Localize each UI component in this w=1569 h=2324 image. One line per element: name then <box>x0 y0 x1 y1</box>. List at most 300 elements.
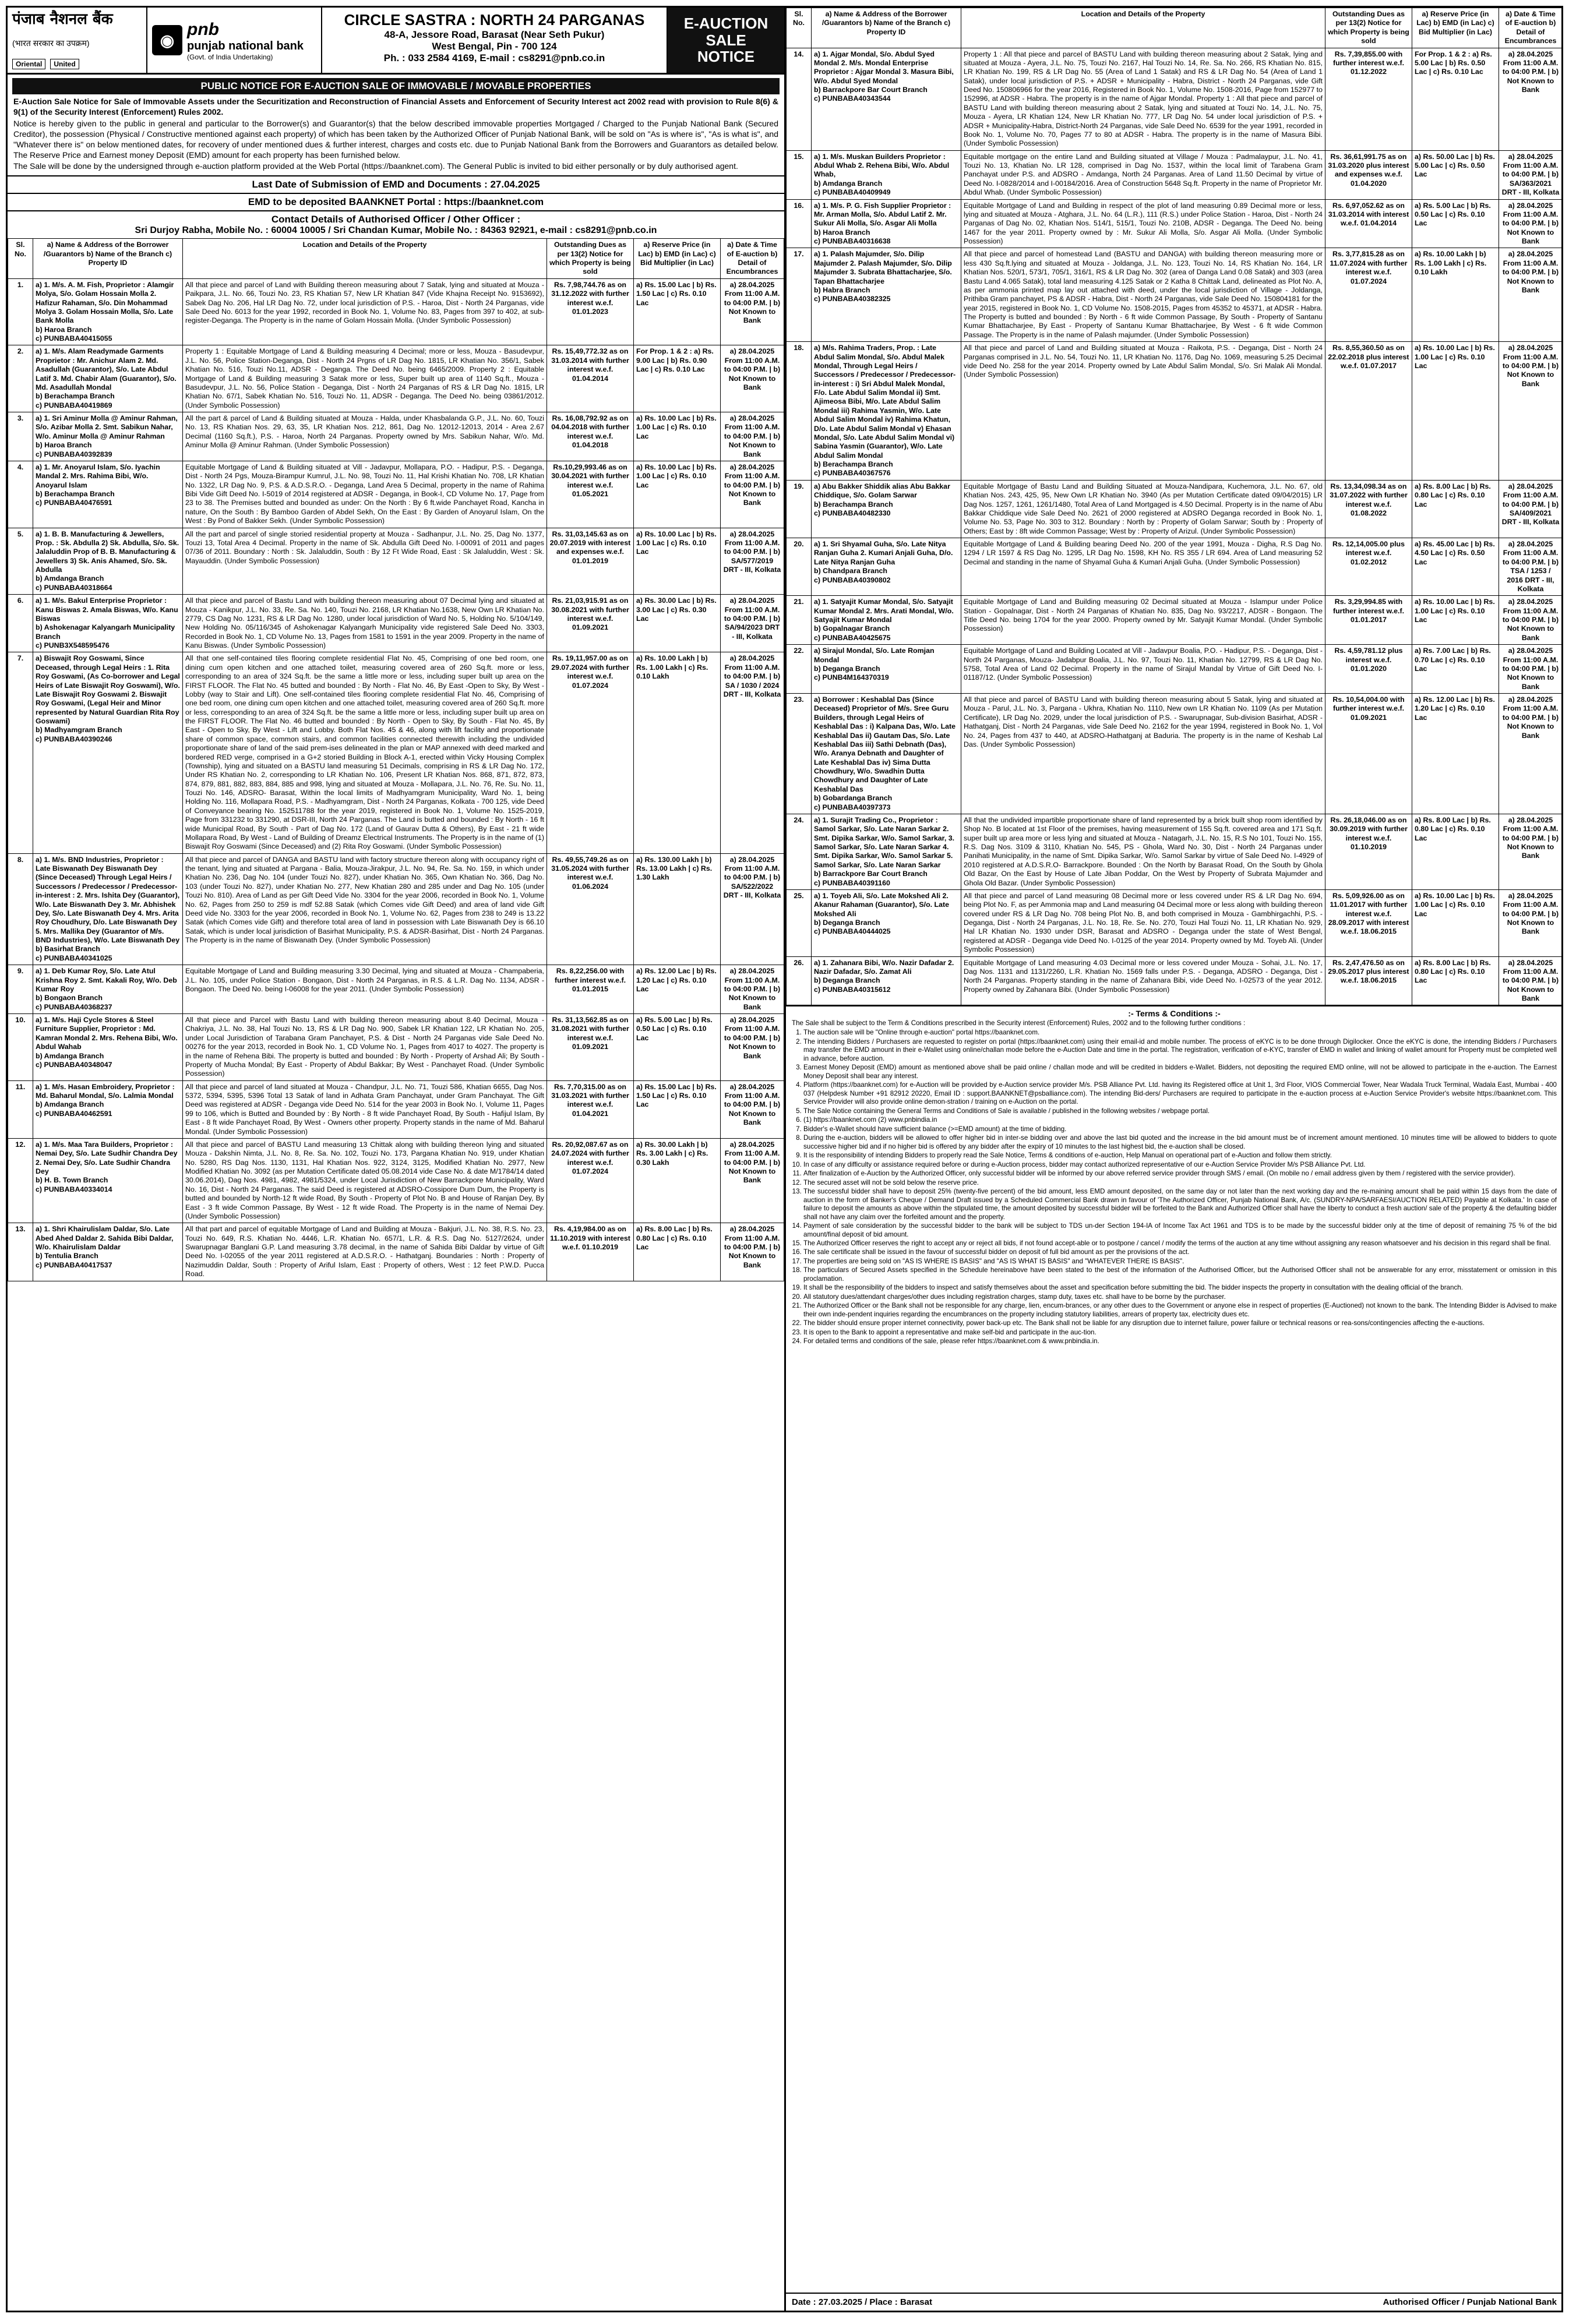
cell-dues <box>1325 956 1412 1005</box>
sl-no: 12. <box>15 1140 26 1149</box>
pnb-short: pnb <box>187 19 219 39</box>
intro-text <box>8 94 784 175</box>
term-item: 19. It shall be the responsibility of the bidders to inspect and satisfy themselves about the asset and specification before submitting the bid. The bidder inspects the property in consultation with the dealing official of the branch. <box>803 1284 1557 1292</box>
table-row <box>787 150 1563 199</box>
branch-name: b) Haroa Branch <box>814 228 870 236</box>
term-item: 24. For detailed terms and conditions of the sale, please refer https://baanknet.com & www.pnbindia.in. <box>803 1337 1557 1345</box>
borrower-name: a) 1. Deb Kumar Roy, S/o. Late Atul Krishna Roy 2. Smt. Kakali Roy, W/o. Deb Kumar Roy <box>36 967 177 993</box>
outstanding-dues: Rs. 6,97,052.62 as on 31.03.2014 with interest w.e.f. 01.04.2014 <box>1328 201 1409 228</box>
borrower-name: a) Abu Bakker Shiddik alias Abu Bakkar Chiddique, S/o. Golam Sarwar <box>814 482 950 500</box>
borrower-name: a) 1. Satyajit Kumar Mondal, S/o. Satyajit Kumar Mondal 2. Mrs. Arati Mondal, W/o. Satyajit Kumar Mondal <box>814 598 954 624</box>
property-details: All that piece and parcel of DANGA and BASTU land with factory structure thereon along with occupancy right of the tenant, lying and situated at Pargana - Balia, Mouza-Jirakpur, J.L. No. 94, Re. Sa. No. 159, in which under Khatian No. 236, Dag No. 104 (under Touzi No. 827), under Khatian No. 365, Own Khatian No. 366, Dag No. 103 (under Touzi No. 827), under Khatian No. 277, New Khatian 280 and 285 under and Dag No. 105 (under Touzi No. 810). Area of Land as per Gift Deed Vide No. 3304 for the year 2006, recorded in Book No. 1, Volume No. 62, Pages from 250 to 259 is mdf 52.88 Satak (which Comes vide Gift Deed) and area of land vide Gift Deed vide No. 3303 for the year 2006, recorded in Book No. 1, Volume No. 62, Pages from 238 to 249 is 13.22 Satak (which Comes vide Gift) and therefore total area of land in possession with Late Biswanath Dey is 66.10 Satak, which is under local jurisdiction of Basirhat Municipality, P.S. & ADSR-Basirhat, Dist - North 24 Parganas. The Property is in the name of Biswanath Dey. (Under Symbolic Possession) <box>185 855 544 945</box>
cell-location <box>183 1223 547 1281</box>
cell-location <box>183 1138 547 1223</box>
reserve-price: a) Rs. 10.00 Lac | b) Rs. 1.00 Lac | c) Rs. 0.10 Lac <box>636 414 717 440</box>
cell-price <box>1412 645 1499 694</box>
reserve-price: a) Rs. 8.00 Lac | b) Rs. 0.80 Lac | c) Rs. 0.10 Lac <box>1415 815 1491 842</box>
cell-borrower <box>812 538 961 596</box>
th-price: a) Reserve Price (in Lac) b) EMD (in Lac) c) Bid Multiplier (in Lac) <box>634 239 721 279</box>
auction-table-right <box>786 8 1563 1005</box>
cell-location <box>183 1014 547 1081</box>
cell-location <box>961 48 1325 150</box>
branch-name: b) Barrackpore Bar Court Branch <box>814 870 928 878</box>
cell-price <box>634 595 721 652</box>
terms-title: :- Terms & Conditions :- <box>1128 1009 1221 1019</box>
cell-location <box>183 528 547 595</box>
auction-date: a) 28.04.2025 From 11:00 A.M. to 04:00 P.M. | b) SA / 1030 / 2024 DRT - III, Kolkata <box>723 654 781 698</box>
cell-price <box>634 1080 721 1138</box>
reserve-price: a) Rs. 12.00 Lac | b) Rs. 1.20 Lac | c) Rs. 0.10 Lac <box>636 967 717 993</box>
property-details: Equitable Mortgage of Land and Building measuring 3.30 Decimal, lying and situated at Mouza - Champaberia, J.L. No. 105, under Police Station - Bongaon, Dist - North 24 Parganas, in R.S. & L.R. Dag No. 1134, ADSR - Bongaon. The Deed No. being I-06008 for the year 2011. (Under Symbolic Possession) <box>185 967 544 993</box>
table-row <box>787 480 1563 538</box>
cell-date <box>1499 150 1563 199</box>
cell-borrower <box>812 199 961 248</box>
cell-location <box>961 956 1325 1005</box>
table-row <box>787 814 1563 889</box>
property-details: All that piece and parcel of Land measuring 08 Decimal more or less covered under RS & LR Dag No. 694, being Plot No. F, as per Ammonia map and Land measuring 04 Decimal more or less along with building thereon covered under RS & LR Dag No. 708 being Plot No. B, and both comprised in Mouza - Gambhirgachhi, P.S. - Deganga, Dist - North 24 Parganas, J.L. No. 18, Re. Se. No. 270, Touzi Hal Touzi No. 11, LR Khatian No. 929, Hal LR Khatian No. 1930 under DSR, Barasat and ADSRO - Deganga under the state of West Bengal, registered at ADSR - Deganga vide Deed No. I-0125 of the year 2014. Property owned by Md. Toyeb Ali. (Under Symbolic Possession) <box>964 891 1323 954</box>
cell-location <box>961 342 1325 481</box>
cell-price <box>634 1223 721 1281</box>
borrower-name: a) 1. B. B. Manufacturing & Jewellers, Prop. : Sk. Abdulla 2) Sk. Abdulla, S/o. Sk. Jalaluddin Prop of B. B. Manufacturing & Jewellers 3) Sk. Anis Ahamed, S/o. Sk. Abdulla <box>36 529 179 574</box>
th-name: a) Name & Address of the Borrower /Guarantors b) Name of the Branch c) Property ID <box>812 8 961 48</box>
borrower-name: a) 1. Toyeb Ali, S/o. Late Mokshed Ali 2. Akanur Rahaman (Guarantor), S/o. Late Mokshed Ali <box>814 891 950 918</box>
borrower-name: a) 1. M/s. A. M. Fish, Proprietor : Alamgir Molya, S/o. Golam Hossain Molla 2. Hafizur Rahaman, S/o. Din Mohammad Molya 3. Golam Hossain Molla, S/o. Late Bank Molla <box>36 280 174 325</box>
sl-no: 20. <box>794 540 804 548</box>
property-id: c) PUNBABA40482330 <box>814 508 891 517</box>
eauction-badge <box>668 8 784 73</box>
sl-no: 13. <box>15 1225 26 1234</box>
cell-borrower <box>812 889 961 956</box>
property-id: c) PUNBABA40417537 <box>36 1260 112 1269</box>
reserve-price: a) Rs. 5.00 Lac | b) Rs. 0.50 Lac | c) Rs. 0.10 Lac <box>1415 201 1491 228</box>
cell-sl-no <box>8 652 33 853</box>
reserve-price: a) Rs. 8.00 Lac | b) Rs. 0.80 Lac | c) Rs. 0.10 Lac <box>636 1225 713 1252</box>
cell-dues <box>1325 645 1412 694</box>
pnb-sub: (Govt. of India Undertaking) <box>187 52 273 61</box>
cell-location <box>183 965 547 1014</box>
cell-borrower <box>812 596 961 645</box>
sl-no: 22. <box>794 647 804 655</box>
term-item: 15. The Authorized Officer reserves the right to accept any or reject all bids, if not found accept-able or to postpone / cancel / modify the terms of the auction at any time without assigning any reason whatsoever and his decision in this regard shall be final. <box>803 1239 1557 1248</box>
cell-date <box>721 652 784 853</box>
cell-location <box>183 652 547 853</box>
property-details: All that piece and parcel of BASTU Land measuring 13 Chittak along with building thereon lying and situated Mouza - Dakshin Nimta, J.L. No. 8, Re. Sa. No. 102, Touzi No. 173, Pargana Khatian No. 919, under Khatian No. 5280, RS Dag Nos. 1130, 1131, Hal Khatian Nos. 922, 3124, 3125, Modified Khatian No. 2977, New Modified Khatian No. 3092 (as per Mutation Certificate dated 05.08.2014 vide Case No. & date M/1784/14 dated 30.06.2014), Dag Nos. 4981, 4982, 4981/5324, under Local Jurisdiction of New Barrackpore Municipality, Ward No. 16, Dist - North 24 Parganas. The said Deed is registered at ADSRO-Cossipore Dum Dum, the Property is butted and bounded by North-12 ft wide Road, By South - Property of Plot No. B and House of Ranjan Dey, By East - 3 ft wide Common Passage, By West - 12 ft wide Road. The Property is in the name of Nemai Dey. (Under Symbolic Possession) <box>185 1140 544 1220</box>
outstanding-dues: Rs. 12,14,005.00 plus interest w.e.f. 01.02.2012 <box>1332 540 1405 566</box>
term-item: 10. In case of any difficulty or assistance required before or during e-Auction process, bidder may contact authorized representative of our e-Auction Service Provider M/s PSB Alliance Pvt. Ltd. <box>803 1161 1557 1169</box>
outstanding-dues: Rs. 10,54,004.00 with further interest w.e.f. 01.09.2021 <box>1332 695 1405 722</box>
auction-date: a) 28.04.2025 From 11:00 A.M. to 04:00 P.M. | b) TSA / 1253 / 2016 DRT - III, Kolkata <box>1502 540 1559 593</box>
auction-date: a) 28.04.2025 From 11:00 A.M. to 04:00 P.M. | b) SA/577/2019 DRT - III, Kolkata <box>723 529 781 574</box>
outstanding-dues: Rs. 19,11,957.00 as on 29.07.2024 with further interest w.e.f. 01.07.2024 <box>551 654 629 690</box>
property-id: c) PUNBABA40397373 <box>814 803 891 811</box>
cell-price <box>634 278 721 345</box>
sl-no: 15. <box>794 152 804 161</box>
auction-date: a) 28.04.2025 From 11:00 A.M. to 04:00 P.M. | b) Not Known to Bank <box>724 967 781 1011</box>
cell-date <box>1499 199 1563 248</box>
sl-no: 2. <box>17 347 24 356</box>
branch-name: b) H. B. Town Branch <box>36 1176 108 1185</box>
cell-sl-no <box>8 528 33 595</box>
intro-para-2: Notice is hereby given to the public in general and particular to the Borrower(s) and Guarantor(s) that the below described immovable properties Mortgaged / Charged to the Punjab National Bank (Secured Creditor), the possession (Physical / Constructive mentioned against each property) of which has been taken by the Authorized Officer of Punjab National Bank, will be sold on "As is where is", "As is what is", and "Whatever there is" on below mentioned dates, for recovery of under mentioned dues & further interest, charges and costs etc. due to Punjab National Bank from the Borrowers and Guarantors as detailed below. The Reserve Price and Earnest money Deposit (EMD) amount for each property has been furnished below. <box>13 118 778 160</box>
cell-price <box>1412 814 1499 889</box>
cell-sl-no <box>787 248 812 342</box>
outstanding-dues: Rs. 3,77,815.28 as on 11.07.2024 with further interest w.e.f. 01.07.2024 <box>1330 250 1408 285</box>
property-details: Equitable mortgage on the entire Land and Building situated at Village / Mouza : Padmalaypur, J.L. No. 41, Touzi No. 13, Khatian No. LR 128, comprised in Dag No. 1537, within the local limit of Tarabena Gram Panchayat under P.S. and ADSRO - Amdanga, North 24 Parganas. Area of Land 11.50 Decimal by virtue of Deed No. I-0828/2014 and I-00184/2016. Area of Construction 5648 Sq.ft. Property in the name of Proprietor Mr. Abdul Whab. (Under Symbolic Possession) <box>964 152 1323 197</box>
cell-location <box>961 248 1325 342</box>
th-loc: Location and Details of the Property <box>183 239 547 279</box>
reserve-price: a) Rs. 10.00 Lac | b) Rs. 1.00 Lac | c) Rs. 0.10 Lac <box>1415 891 1495 918</box>
reserve-price: a) Rs. 5.00 Lac | b) Rs. 0.50 Lac | c) Rs. 0.10 Lac <box>636 1016 713 1042</box>
borrower-name: a) 1. Zahanara Bibi, W/o. Nazir Dafadar 2. Nazir Dafadar, S/o. Zamat Ali <box>814 958 954 976</box>
outstanding-dues: Rs. 4,19,984.00 as on 11.10.2019 with interest w.e.f. 01.10.2019 <box>550 1225 630 1252</box>
auction-date: a) 28.04.2025 From 11:00 A.M. to 04:00 P.M. | b) SA/522/2022 DRT - III, Kolkata <box>723 855 781 900</box>
term-item: 21. The Authorized Officer or the Bank shall not be responsible for any charge, lien, encum-brances, or any other dues to the Government or anyone else in respect of properties (E-Auctioned) not known to the bank. The Intending Bidder is Advised to make their own inde-pendent inquiries regarding the encumbrances on the property including statutory liabilities, arrears of property tax, electricity dues etc. <box>803 1302 1557 1319</box>
borrower-name: a) 1. Mr. Anoyarul Islam, S/o. Iyachin Mandal 2. Mrs. Rahima Bibi, W/o. Anoyarul Islam <box>36 462 160 489</box>
sl-no: 23. <box>794 695 804 704</box>
cell-location <box>183 595 547 652</box>
borrower-name: a) 1. M/s. Muskan Builders Proprietor : Abdul Whab 2. Rehena Bibi, W/o. Abdul Whab, <box>814 152 950 179</box>
property-details: All that piece and parcel of Land with Building thereon measuring about 7 Satak, lying and situated at Mouza - Paikpara, J.L. No. 66, Touzi No. 23, RS Khatian 57, New LR Khatian 847 (Vide Khajna Receipt No. 9153692), Sabek Dag No. 206, Hal LR Dag No. 72, under local jurisdiction of P.S. - Haroa, Dist - North 24 Parganas, vide Sale Deed No. 6013 for the year 1992, recorded in Book No. 1, Volume No. 83, Pages from 397 to 402, at sub-register-Deganga. The Property is in the name of Golam Hossain Molla. (Under Symbolic Possession) <box>185 280 544 325</box>
auction-date: a) 28.04.2025 From 11:00 A.M. to 04:00 P.M. | b) Not Known to Bank <box>1502 815 1559 860</box>
branch-name: b) Haroa Branch <box>36 441 92 450</box>
borrower-name: a) 1. Sri Aminur Molla @ Aminur Rahman, S/o. Azibar Molla 2. Smt. Sabikun Nahar, W/o. Aminur Molla @ Aminur Rahman <box>36 414 178 440</box>
cell-price <box>1412 956 1499 1005</box>
term-item: 11. After finalization of e-Auction by the Authorized Officer, only successful bidder will be informed by our above referred service provider through SMS / email. (On mobile no / email address given by them / registered with the service provider). <box>803 1170 1557 1178</box>
property-details: Property 1 : All that piece and parcel of BASTU Land with building thereon measuring about 2 Satak, lying and situated at Mouza - Ayera, J.L. No. 75, Touzi No. 2167, Hal Touzi No. 14, Re. Sa. No. 266, RS Khatian No. 815, LR Khatian No. 199, RS & LR Dag No. 55 (Area of Land 1 Satak) and RS & LR Dag No. 54 (Area of Land 1 Satak), under local jurisdiction of P.S. + ADSR + Municipality - Habra, District - North 24 Parganas, vide Gift Deed No. 150806966 for the year 2016, Registered in Book No. 1, Volume No. 1508-2016, Page from 152977 to 152996, at ADSR - Habra. The property is in the name of Ajgar Mondal. Property 1 : All that piece and parcel of BASTU Land with building thereon measuring about 2 Satak, lying and situated at Touzi No. 14, J.L. No. 75, Mouza - Ayera, LR Khatian 124, New LR Khatian No. 777, LR Dag No. 54 under local jurisdiction of P.S. + ADSR + Municipality-Habra, District-North 24 Parganas, vide Sale Deed No. 6539 for the year 1991, recorded in Book No. 1, Volume No. 70, Pages 77 to 80 at ADSR - Habra. The property is in the name of Masura Bibi. (Under Symbolic Possession) <box>964 50 1323 148</box>
property-id: c) PUNBABA40367576 <box>814 469 891 478</box>
cell-price <box>634 528 721 595</box>
cell-price <box>634 345 721 412</box>
property-id: c) PUNBABA40318664 <box>36 583 112 592</box>
cell-location <box>183 1080 547 1138</box>
cell-location <box>961 645 1325 694</box>
table-row <box>787 48 1563 150</box>
cell-date <box>1499 694 1563 814</box>
borrower-name: a) Borrower : Keshablal Das (Since Deceased) Proprietor of M/s. Sree Guru Builders, through Legal Heirs of Keshablal Das : i) Kalpana Das, W/o. Late Keshablal Das ii) Gautam Das, S/o. Late Keshablal Das iii) Sathi Debnath (Das), W/o. Aranya Debnath and Daughter of Late Keshablal Das iv) Sima Dutta Chowdhury, W/o. Swadhin Dutta Chowdhury and Daughter of Late Keshablal Das <box>814 695 956 793</box>
circle-phone: Ph. : 033 2584 4169, E-mail : cs8291@pnb.co.in <box>383 52 605 63</box>
sl-no: 7. <box>17 654 24 663</box>
borrower-name: a) M/s. Rahima Traders, Prop. : Late Abdul Salim Mondal, S/o. Abdul Malek Mondal, Through Legal Heirs / Successors / Predecessor / Predecessor-in-interest : i) Sri Abdul Malek Mondal, F/o. Late Abdul Salim Mondal ii) Smt. Ajimeosa Bibi, M/o. Late Abdul Salim Mondal iii) Rahima Yasmin, W/o. Late Abdul Salim Mondal iv) Rahima Khatun, D/o. Late Abdul Salim Mondal v) Ehasan Mondal, S/o. Late Abdul Salim Mondal vi) Sabina Yasmin (Guarantor), W/o. Late Abdul Salim Mondal <box>814 344 956 460</box>
table-row <box>8 278 784 345</box>
contact-details <box>8 210 784 238</box>
cell-dues <box>1325 480 1412 538</box>
cell-borrower <box>812 956 961 1005</box>
cell-dues <box>1325 694 1412 814</box>
contact-line: Sri Durjoy Rabha, Mobile No. : 60004 10005 / Sri Chandan Kumar, Mobile No. : 84363 92921, e-mail : cs8291@pnb.co.in <box>135 225 657 236</box>
cell-price <box>634 1014 721 1081</box>
property-details: All that piece and parcel of BASTU Land with building thereon measuring about 5 Satak, lying and situated at Mouza - Parul, J.L. No. 3, Pargana - Ukhra, Khatian No. 1110, New own LR Khatian No. 1109 (As per Mutation Certificate), LR Dag No. 2029, under the local jurisdiction of P.S. - Swarupnagar, Sub-division Basirhat, ADSR - Hathatganj, Dist - North 24 Parganas, vide Sale Deed No. 2162 for the year 1994, registered in Book No. 1, Vol No. 24, Pages from 437 to 440, at ADSRO-Hathatganj at Baduria. The property is in the name of Keshab Lal Das. (Under Symbolic Possession) <box>964 695 1323 748</box>
cell-date <box>1499 480 1563 538</box>
borrower-name: a) 1. M/s. Hasan Embroidery, Proprietor : Md. Baharul Mondal, S/o. Lalmia Mondal <box>36 1082 175 1100</box>
term-item: 2. The intending Bidders / Purchasers are requested to register on portal (https://baanknet.com) using their email-id and mobile number. The process of eKYC is to be done through Digilocker. Once the eKYC is done, the intending Bidders / Purchasers may transfer the EMD amount in their e-Wallet using online/challan mode before the e-Auction Date and time in the portal. The registration, verification of e-KYC, transfer of EMD in wallet and linking of wallet amount for Property must be completed well in advance, before auction. <box>803 1038 1557 1063</box>
cell-sl-no <box>787 48 812 150</box>
auction-date: a) 28.04.2025 From 11:00 A.M. to 04:00 P.M. | b) Not Known to Bank <box>1502 891 1559 936</box>
united-badge: United <box>50 59 79 69</box>
cell-sl-no <box>8 1080 33 1138</box>
term-item: 16. The sale certificate shall be issued in the favour of successful bidder on deposit of full bid amount as per the provisions of the act. <box>803 1248 1557 1256</box>
th-no: Sl. No. <box>787 8 812 48</box>
outstanding-dues: Rs. 7,98,744.76 as on 31.12.2022 with further interest w.e.f. 01.01.2023 <box>551 280 629 316</box>
cell-borrower <box>812 645 961 694</box>
term-item: 7. Bidder's e-Wallet should have sufficient balance (>=EMD amount) at the time of bidding. <box>803 1125 1557 1133</box>
table-row <box>787 342 1563 481</box>
cell-date <box>721 595 784 652</box>
sl-no: 26. <box>794 958 804 967</box>
branch-name: b) Habra Branch <box>814 285 870 294</box>
cell-sl-no <box>8 278 33 345</box>
cell-borrower <box>33 965 183 1014</box>
auction-date: a) 28.04.2025 From 11:00 A.M. to 04:00 P.M. | b) Not Known to Bank <box>724 1082 781 1127</box>
term-item: 3. Earnest Money Deposit (EMD) amount as mentioned above shall be paid online / challan mode and will be credited in bidders e-Wallet. Bidders, not depositing the required EMD online, will not be allowed to participate in the e-auction. The Earnest Money Deposit shall bear any interest. <box>803 1064 1557 1080</box>
table-row <box>8 1223 784 1281</box>
branch-name: b) Deganga Branch <box>814 976 880 985</box>
terms-section <box>786 1005 1563 1348</box>
term-item: 4. Platform (https://baanknet.com) for e-Auction will be provided by e-Auction service provider M/s. PSB Alliance Pvt. Ltd. having its Registered office at Unit 1, 3rd Floor, VIOS Commercial Tower, Near Wadala Truck Terminal, Wadala East, Mumbai - 400 037 (Helpdesk Number +91 82912 20220, Email ID : support.BAANKNET@psballiance.com). The intending Bid-ders/ Purchasers are required to participate in the e-auction process at e-Auction Service Provider's website https://baanknet.com. This Service Provider will also provide online demon-stration / training on e-Auction on the portal. <box>803 1081 1557 1106</box>
sl-no: 8. <box>17 855 24 864</box>
cell-borrower <box>33 345 183 412</box>
reserve-price: a) Rs. 10.00 Lakh | b) Rs. 1.00 Lakh | c) Rs. 0.10 Lakh <box>636 654 708 681</box>
cell-borrower <box>33 652 183 853</box>
auction-date: a) 28.04.2025 From 11:00 A.M. to 04:00 P.M. | b) Not Known to Bank <box>1502 647 1559 691</box>
property-id: c) PUNBABA40390246 <box>36 734 112 743</box>
outstanding-dues: Rs. 13,34,098.34 as on 31.07.2022 with further interest w.e.f. 01.08.2022 <box>1330 482 1408 517</box>
cell-location <box>961 596 1325 645</box>
auction-date: a) 28.04.2025 From 11:00 A.M. to 04:00 P.M. | b) Not Known to Bank <box>1502 958 1559 1002</box>
cell-dues <box>547 461 634 528</box>
table-row <box>8 1080 784 1138</box>
cell-borrower <box>33 528 183 595</box>
borrower-name: a) 1. Shri Khairulislam Daldar, S/o. Late Abed Ahed Daldar 2. Sahida Bibi Daldar, W/o. Khairulislam Daldar <box>36 1225 174 1252</box>
cell-borrower <box>812 48 961 150</box>
cell-sl-no <box>787 956 812 1005</box>
cell-dues <box>1325 596 1412 645</box>
branch-name: b) Berachampa Branch <box>814 460 893 468</box>
eauction-l2: SALE <box>706 31 746 49</box>
notice-page <box>6 6 1563 2312</box>
cell-location <box>183 461 547 528</box>
cell-dues <box>1325 538 1412 596</box>
cell-borrower <box>33 1080 183 1138</box>
borrower-name: a) 1. M/s. BND Industries, Proprietor : Late Biswanath Dey Biswanath Dey (Since Deceased) Through Legal Heirs / Successors / Predecessor / Predecessor-in-interest : 2. Mrs. Ishita Dey (Guarantor), W/o. Late Biswanath Dey 3. Mr. Abhishek Dey, S/o. Late Biswanath Dey 4. Mrs. Arita Roy Choudhury, D/o. Late Biswanath Dey 5. Mrs. Mallika Dey (Guarantor of M/s. BND Industries), W/o. Late Biswanath Dey <box>36 855 180 945</box>
cell-dues <box>547 652 634 853</box>
property-id: c) PUNBABA40476591 <box>36 499 112 507</box>
auction-date: a) 28.04.2025 From 11:00 A.M. to 04:00 P.M. | b) Not Known to Bank <box>1502 250 1559 294</box>
reserve-price: a) Rs. 10.00 Lac | b) Rs. 1.00 Lac | c) Rs. 0.10 Lac <box>1415 344 1495 370</box>
table-row <box>787 694 1563 814</box>
cell-sl-no <box>8 412 33 461</box>
cell-dues <box>547 1138 634 1223</box>
cell-sl-no <box>787 480 812 538</box>
outstanding-dues: Rs. 7,70,315.00 as on 31.03.2021 with further interest w.e.f. 01.04.2021 <box>551 1082 629 1118</box>
cell-dues <box>547 595 634 652</box>
auction-date: a) 28.04.2025 From 11:00 A.M. to 04:00 P.M. | b) Not Known to Bank <box>724 1140 781 1185</box>
reserve-price: For Prop. 1 & 2 : a) Rs. 9.00 Lac | b) Rs. 0.90 Lac | c) Rs. 0.10 Lac <box>636 347 714 374</box>
term-item: 8. During the e-auction, bidders will be allowed to offer higher bid in inter-se bidding over and above the last bid quoted and the increase in the bid amount must be of increment amount mentioned. 10 minutes time will be allowed to bidders to quote successive higher bid and if no higher bid is offered by any bidder after the expiry of 10 minutes to the last highest bid, the e-auction shall be closed. <box>803 1134 1557 1151</box>
property-details: All that piece and parcel of Land and Building situated at Mouza - Raikota, P.S. - Deganga, Dist - North 24 Parganas comprised in J.L. No. 54, Touzi No. 11, LR Khatian No. 1176, Dag No. 1069, measuring 5.25 Decimal vide Deed No. 258 for the year 2014. Property owned by Late Abdul Salim Mondal, S/o. Sri Malak Ali Mondal. (Under Symbolic Possession) <box>964 344 1323 379</box>
outstanding-dues: Rs. 5,09,926.00 as on 11.01.2017 with further interest w.e.f. 28.09.2017 with interest w.e.f. 18.06.2015 <box>1328 891 1409 936</box>
cell-dues <box>547 278 634 345</box>
borrower-name: a) 1. M/s. Alam Readymade Garments Proprietor : Mr. Anichur Alam 2. Md. Asadullah (Guarantor), S/o. Late Abdul Latif 3. Md. Chabir Alam (Guarantor), S/o. Md. Asadullah Mondal <box>36 347 177 391</box>
outstanding-dues: Rs. 15,49,772.32 as on 31.03.2014 with further interest w.e.f. 01.04.2014 <box>551 347 629 383</box>
property-id: c) PUNBABA40419869 <box>36 401 112 409</box>
notice-header <box>8 8 784 75</box>
property-details: Equitable Mortgage of Bastu Land and Building Situated at Mouza-Nandipara, Kuchemora, J.L. No. 67, old Khatian Nos. 243, 425, 95, New Own LR Khatian No. 3940 (As per Mutation Certificate dated 09/04/2015) LR Dag Nos. 1257, 1261, 1261/1480, Total Area of Land Mortgaged is 4.50 Decimal. Property is in the name of Abu Bakkar Chiddique vide Sale Deed No. 2621 of 2000 registered at ADSRO Deganga recorded in Book No. 1, Volume No. 53, Page No. 303 to 312. Boundary : North by : Property of Golam Sarwar; South by : Property of Others; East by : 8ft wide Common Passage; West by : Property of Arizul. (Under Symbolic Possession) <box>964 482 1323 535</box>
sl-no: 14. <box>794 50 804 58</box>
th-dues: Outstanding Dues as per 13(2) Notice for which Property is being sold <box>547 239 634 279</box>
cell-date <box>721 461 784 528</box>
cell-sl-no <box>787 645 812 694</box>
bank-hindi-sub: (भारत सरकार का उपक्रम) <box>12 38 90 48</box>
branch-name: b) Deganga Branch <box>814 919 880 927</box>
cell-price <box>1412 889 1499 956</box>
branch-name: b) Chandpara Branch <box>814 567 887 575</box>
cell-date <box>1499 538 1563 596</box>
auction-date: a) 28.04.2025 From 11:00 A.M. to 04:00 P.M. | b) SA/94/2023 DRT - III, Kolkata <box>724 596 781 641</box>
branch-name: b) Berachampa Branch <box>36 490 115 499</box>
term-item: 23. It is open to the Bank to appoint a representative and make self-bid and participate in the auc-tion. <box>803 1329 1557 1337</box>
property-details: Equitable Mortgage of Land & Building bearing Deed No. 200 of the year 1991, Mouza - Digha, R.S Dag No. 1294 / LR 1597 & RS Dag No. 1295, LR Dag No. 1598, KH No. RS 355 / LR 694. Area of Land measuring 52 Decimal and standing in the name of Shyamal Guha & Kumari Anjali Guha. (Under Symbolic Possession) <box>964 540 1323 566</box>
property-id: c) PUNBABA40415055 <box>36 334 112 343</box>
sl-no: 10. <box>15 1016 26 1025</box>
cell-date <box>1499 645 1563 694</box>
sl-no: 9. <box>17 967 24 976</box>
cell-borrower <box>33 412 183 461</box>
cell-price <box>1412 248 1499 342</box>
cell-sl-no <box>8 853 33 965</box>
cell-dues <box>547 853 634 965</box>
branch-name: b) Amdanga Branch <box>36 1051 104 1060</box>
cell-dues <box>1325 150 1412 199</box>
cell-sl-no <box>787 199 812 248</box>
auction-date: a) 28.04.2025 From 11:00 A.M. to 04:00 P.M. | b) Not Known to Bank <box>724 1225 781 1269</box>
intro-para-1: E-Auction Sale Notice for Sale of Immovable Assets under the Securitization and Reconstruction of Financial Assets and Enforcement of Security Interest act 2002 read with provision to Rule 8(6) & 9(1) of the Security Interest (Enforcement) Rules 2002. <box>13 97 778 116</box>
cell-sl-no <box>787 342 812 481</box>
cell-borrower <box>33 1138 183 1223</box>
reserve-price: a) Rs. 10.00 Lac | b) Rs. 1.00 Lac | c) Rs. 0.10 Lac <box>636 462 717 489</box>
cell-dues <box>547 1223 634 1281</box>
borrower-name: a) Sirajul Mondal, S/o. Late Romjan Mondal <box>814 647 935 664</box>
cell-date <box>1499 248 1563 342</box>
property-details: All that part and parcel of equitable Mortgage of Land and Building at Mouza - Bakjuri, J.L. No. 38, R.S. No. 23, Touzi No. 649, R.S. Khatian No. 4446, L.R. Khatian No. 657/1, L.R. & R.S. Dag No. 5127/2624, under Swarupnagar Banglani G.P. Land measuring 3.78 decimal, in the name of Sahida Bibi Daldar by virtue of Gift Deed No. I-02055 of the year 2011 registered at A.D.S.R.O. - Hathatganj. Boundaries : North : Property of Nazimuddin Daldar, South : Property of Ariful Islam, East : Property of others, West : 12 feet P.W.D. Pucca Road. <box>185 1225 544 1278</box>
branch-name: b) Tentulia Branch <box>36 1252 98 1260</box>
cell-borrower <box>33 853 183 965</box>
auction-date: a) 28.04.2025 From 11:00 A.M. to 04:00 P.M. | b) Not Known to Bank <box>1502 344 1559 388</box>
cell-date <box>1499 48 1563 150</box>
cell-dues <box>1325 889 1412 956</box>
outstanding-dues: Rs. 31,13,562.85 as on 31.08.2021 with further interest w.e.f. 01.09.2021 <box>551 1016 629 1051</box>
term-item: 6. (1) https://baanknet.com (2) www.pnbindia.in <box>803 1116 1557 1124</box>
term-item: 12. The secured asset will not be sold below the reserve price. <box>803 1179 1557 1187</box>
property-id: c) PUNBABA40444025 <box>814 927 891 936</box>
borrower-name: a) 1. M/s. P. G. Fish Supplier Proprietor : Mr. Arman Molla, S/o. Abdul Latif 2. Mr. Sukur Ali Molla, S/o. Asgar Ali Molla <box>814 201 951 228</box>
cell-sl-no <box>787 596 812 645</box>
outstanding-dues: Rs. 31,03,145.63 as on 20.07.2019 with interest and expenses w.e.f. 01.01.2019 <box>549 529 631 565</box>
sl-no: 18. <box>794 344 804 352</box>
cell-location <box>961 889 1325 956</box>
sl-no: 19. <box>794 482 804 490</box>
cell-borrower <box>33 278 183 345</box>
borrower-name: a) 1. M/s. Haji Cycle Stores & Steel Furniture Supplier, Proprietor : Md. Kamran Mondal 2. Mrs. Rehena Bibi, W/o. Abdul Wahab <box>36 1016 178 1051</box>
cell-borrower <box>812 814 961 889</box>
table-row <box>787 645 1563 694</box>
public-notice-title: PUBLIC NOTICE FOR E-AUCTION SALE OF IMMOVABLE / MOVABLE PROPERTIES <box>12 78 780 94</box>
sl-no: 1. <box>17 280 24 289</box>
branch-name: b) Barrackpore Bar Court Branch <box>814 86 928 94</box>
branch-name: b) Madhyamgram Branch <box>36 726 122 734</box>
reserve-price: a) Rs. 45.00 Lac | b) Rs. 4.50 Lac | c) Rs. 0.50 Lac <box>1415 540 1495 566</box>
cell-date <box>721 278 784 345</box>
outstanding-dues: Rs.10,29,993.46 as on 30.04.2021 with further interest w.e.f. 01.05.2021 <box>551 462 629 499</box>
cell-borrower <box>812 150 961 199</box>
circle-addr1: 48-A, Jessore Road, Barasat (Near Seth Pukur) <box>384 29 605 40</box>
property-id: c) PUNBABA40462591 <box>36 1109 112 1118</box>
property-id: c) PUNB4M164370319 <box>814 673 889 682</box>
property-id: c) PUNBABA40341025 <box>36 953 112 962</box>
cell-price <box>1412 48 1499 150</box>
emd-portal: EMD to be deposited BAANKNET Portal : https://baanknet.com <box>8 193 784 210</box>
cell-price <box>634 412 721 461</box>
branch-name: b) Basirhat Branch <box>36 945 100 953</box>
cell-date <box>721 1223 784 1281</box>
outstanding-dues: Rs. 36,61,991.75 as on 31.03.2020 plus interest and expenses w.e.f. 01.04.2020 <box>1328 152 1409 188</box>
borrower-name: a) 1. M/s. Maa Tara Builders, Proprietor : Nemai Dey, S/o. Late Sudhir Chandra Dey 2. Nemai Dey, S/o. Late Sudhir Chandra Dey <box>36 1140 178 1176</box>
cell-price <box>634 965 721 1014</box>
pnb-logo-icon: ◉ <box>152 25 182 55</box>
auction-table-left <box>8 238 784 1281</box>
cell-location <box>961 199 1325 248</box>
cell-borrower <box>812 694 961 814</box>
branch-name: b) Amdanga Branch <box>36 574 104 583</box>
pnb-name: punjab national bank <box>187 39 304 52</box>
cell-dues <box>1325 814 1412 889</box>
reserve-price: a) Rs. 10.00 Lakh | b) Rs. 1.00 Lakh | c) Rs. 0.10 Lakh <box>1415 250 1487 277</box>
cell-location <box>183 853 547 965</box>
cell-dues <box>1325 248 1412 342</box>
th-dues: Outstanding Dues as per 13(2) Notice for which Property is being sold <box>1325 8 1412 48</box>
cell-borrower <box>812 342 961 481</box>
cell-date <box>721 1014 784 1081</box>
outstanding-dues: Rs. 3,29,994.85 with further interest w.e.f. 01.01.2017 <box>1332 598 1405 624</box>
cell-sl-no <box>787 538 812 596</box>
reserve-price: a) Rs. 50.00 Lac | b) Rs. 5.00 Lac | c) Rs. 0.50 Lac <box>1415 152 1495 179</box>
cell-sl-no <box>8 1138 33 1223</box>
footer-officer: Authorised Officer / Punjab National Bank <box>1383 2297 1557 2307</box>
right-column <box>786 8 1563 2311</box>
sl-no: 6. <box>17 596 24 605</box>
cell-date <box>1499 956 1563 1005</box>
cell-price <box>1412 538 1499 596</box>
cell-borrower <box>812 248 961 342</box>
property-id: c) PUNBABA40382325 <box>814 295 891 303</box>
auction-date: a) 28.04.2025 From 11:00 A.M. to 04:00 P.M. | b) Not Known to Bank <box>724 414 781 458</box>
bank-hindi-logo <box>8 8 147 73</box>
cell-dues <box>547 965 634 1014</box>
property-details: Equitable Mortgage of Land measuring 4.03 Decimal more or less covered under Mouza - Sohai, J.L. No. 17, Dag Nos. 1131 and 1131/2260, L.R. Khatian No. 1569 falls under P.S. - Deganga, ADSRO - Deganga, Dist - North 24 Parganas. Property standing in the name of Zahanara Bibi, vide Deed No. I-02573 of the year 2012. Property owned by Zahanara Bibi. (Under Symbolic Possession) <box>964 958 1323 994</box>
borrower-name: a) 1. M/s. Bakul Enterprise Proprietor : Kanu Biswas 2. Amala Biswas, W/o. Kanu Biswas <box>36 596 178 623</box>
bank-hindi-name: पंजाब नैशनल बैंक <box>12 10 113 28</box>
cell-dues <box>547 412 634 461</box>
property-id: c) PUNBABA40315612 <box>814 985 891 994</box>
property-details: All that piece and Parcel with Bastu Land with building thereon measuring about 8.40 Decimal, Mouza - Chakriya, J.L. No. 38, Hal Touzi No. 13, RS & LR Dag No. 900, Sabek LR Khatian 122, LR Khatian No. 205, under Local Jurisdiction of Tarabana Gram Panchayet, P.S. & Dist - North 24 Parganas vide Sale Deed No. 00276 for the year 2013, recorded in Book No. 1, CD Volume No. 1, Pages from 4017 to 4027. The property is in the name of Rehena Bibi. The property is butted and bounded : By North - Property of Arshad Ali; By South - Property of Mucha Mondal; By East - Property of Abdul Bakkar; By West - Panchayet Road. (Under Symbolic Possession) <box>185 1016 544 1078</box>
cell-date <box>721 528 784 595</box>
notice-footer <box>786 2293 1563 2311</box>
terms-intro: The Sale shall be subject to the Term & Conditions prescribed in the Security interest (Enforcement) Rules, 2002 and to the following further conditions : <box>792 1019 1246 1027</box>
cell-date <box>721 853 784 965</box>
property-id: c) PUNBABA40368237 <box>36 1002 112 1011</box>
cell-price <box>634 652 721 853</box>
outstanding-dues: Rs. 26,18,046.00 as on 30.09.2019 with further interest w.e.f. 01.10.2019 <box>1330 815 1408 851</box>
property-details: Equitable Mortgage of Land & Building situated at Vill - Jadavpur, Mollapara, P.O. - Hadipur, P.S. - Deganga, Dist - North 24 Pgs, Mouza-Birampur Kumrul, J.L. No. 98, Touzi No. 11, Hal Krishi Khatian No. 708, LR Khatian No. 1322, LR Dag No. 9, P.S. & A.D.S.R.O. - Deganga, Land Area 5 Decimal, property in the name of Rahima Bibi Vide Gift Deed No. I-5019 of 2014 registered at ADSR - Deganga, in Book-I, CD Volume No. 17, Page from 23 to 38. The Premises butted and bounded as under: On the North : By 6 ft.wide Panchayet Road, Kancha in nature, On the South : By Bamboo Garden of Abdel Sekh, On the East : By Garden of Anoyarul Islam, On the West : By Pond of Bakker Sekh. (Under Symbolic Possession) <box>185 462 544 525</box>
